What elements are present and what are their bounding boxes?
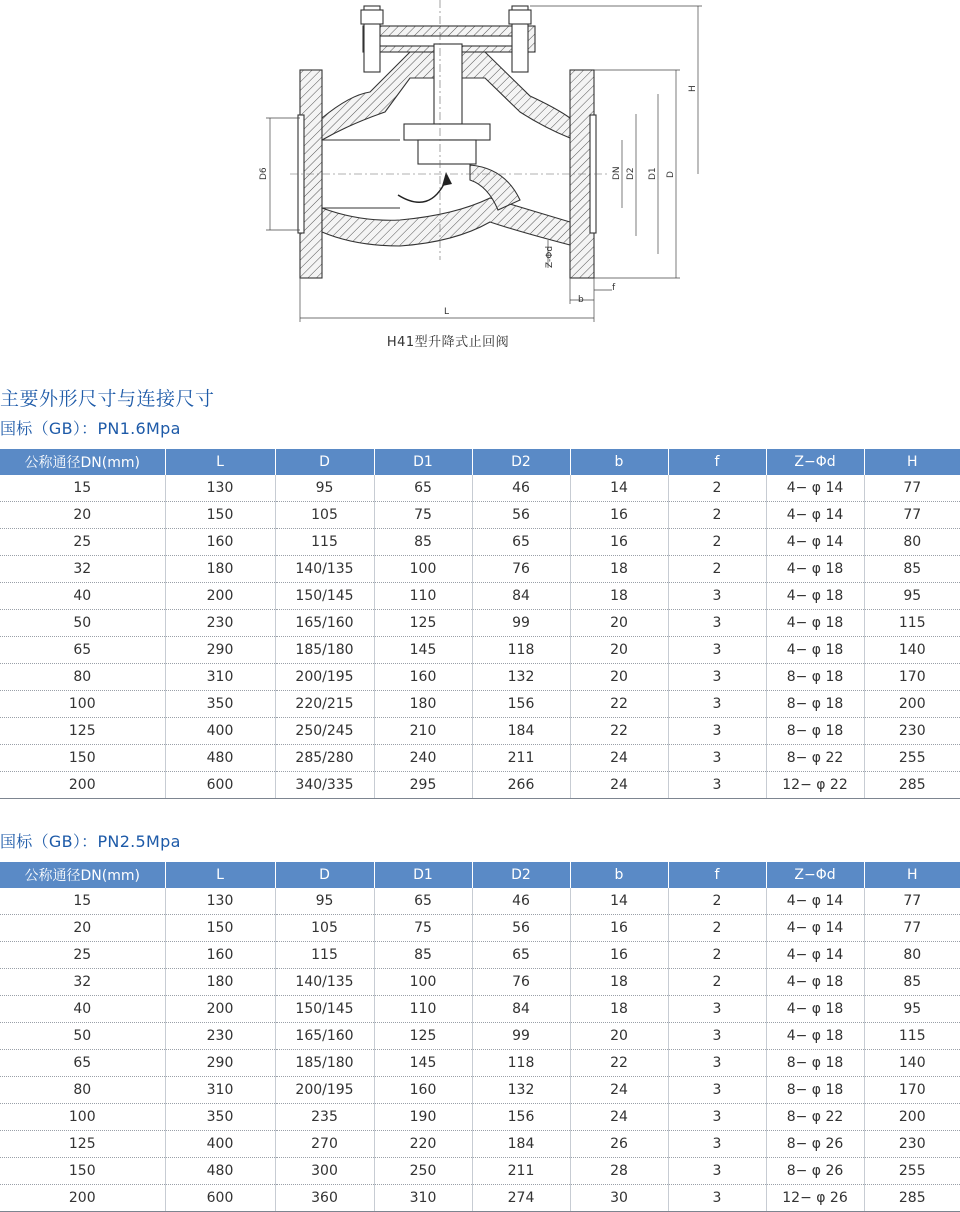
column-header: Z−Φd (766, 862, 864, 888)
column-header: 公称通径DN(mm) (0, 862, 165, 888)
table-cell: 110 (374, 996, 472, 1023)
table-cell: 20 (570, 664, 668, 691)
dim-label-b: b (578, 295, 584, 305)
table-cell: 250/245 (275, 718, 374, 745)
table-cell: 84 (472, 996, 570, 1023)
table-cell: 180 (374, 691, 472, 718)
table-cell: 165/160 (275, 1023, 374, 1050)
table-cell: 255 (864, 1158, 960, 1185)
table-header-row (0, 449, 960, 475)
table-cell: 600 (165, 1185, 275, 1212)
table-cell: 220/215 (275, 691, 374, 718)
table-cell: 200 (165, 583, 275, 610)
table-cell: 77 (864, 888, 960, 915)
dim-label-d6: D6 (259, 167, 269, 180)
column-header: D1 (374, 449, 472, 475)
table-cell: 480 (165, 745, 275, 772)
table-cell: 4− φ 18 (766, 556, 864, 583)
table-cell: 3 (668, 1023, 766, 1050)
table-cell: 132 (472, 1077, 570, 1104)
table-cell: 200 (0, 772, 165, 799)
table-cell: 125 (374, 610, 472, 637)
table-cell: 132 (472, 664, 570, 691)
table-cell: 14 (570, 475, 668, 502)
table-cell: 20 (0, 502, 165, 529)
table-cell: 270 (275, 1131, 374, 1158)
table-cell: 140 (864, 637, 960, 664)
table-cell: 76 (472, 556, 570, 583)
column-header: D (275, 449, 374, 475)
table-header-row (0, 862, 960, 888)
table-2-title: 国标（GB）：PN2.5Mpa (0, 832, 181, 851)
table-cell: 125 (0, 1131, 165, 1158)
table-cell: 200/195 (275, 664, 374, 691)
table-cell: 100 (0, 691, 165, 718)
table-cell: 4− φ 18 (766, 969, 864, 996)
column-header: f (668, 862, 766, 888)
table-cell: 80 (0, 664, 165, 691)
table-cell: 4− φ 14 (766, 529, 864, 556)
table-cell: 3 (668, 772, 766, 799)
table-row (0, 583, 960, 610)
dim-label-d1: D1 (648, 167, 658, 180)
column-header: H (864, 449, 960, 475)
column-header: D2 (472, 449, 570, 475)
table-cell: 100 (0, 1104, 165, 1131)
table-cell: 310 (165, 664, 275, 691)
table-cell: 65 (374, 888, 472, 915)
table-cell: 180 (165, 556, 275, 583)
column-header: b (570, 449, 668, 475)
column-header: D1 (374, 862, 472, 888)
table-cell: 95 (275, 475, 374, 502)
table-cell: 480 (165, 1158, 275, 1185)
table-cell: 150/145 (275, 996, 374, 1023)
column-header: H (864, 862, 960, 888)
table-cell: 300 (275, 1158, 374, 1185)
table-cell: 8− φ 22 (766, 1104, 864, 1131)
table-cell: 25 (0, 942, 165, 969)
table-cell: 20 (570, 1023, 668, 1050)
table-cell: 150 (165, 502, 275, 529)
table-cell: 250 (374, 1158, 472, 1185)
table-cell: 285 (864, 1185, 960, 1212)
table-cell: 20 (570, 637, 668, 664)
table-cell: 200 (864, 691, 960, 718)
table-row (0, 1023, 960, 1050)
table-cell: 340/335 (275, 772, 374, 799)
table-row (0, 502, 960, 529)
table-cell: 28 (570, 1158, 668, 1185)
dimension-table-pn25 (0, 862, 960, 1212)
table-row (0, 772, 960, 799)
table-cell: 8− φ 26 (766, 1131, 864, 1158)
table-cell: 3 (668, 691, 766, 718)
table-cell: 40 (0, 583, 165, 610)
dim-label-d2: D2 (626, 167, 636, 180)
table-cell: 160 (165, 529, 275, 556)
table-cell: 140/135 (275, 556, 374, 583)
table-cell: 65 (0, 1050, 165, 1077)
table-cell: 200 (0, 1185, 165, 1212)
table-cell: 140 (864, 1050, 960, 1077)
table-cell: 160 (374, 1077, 472, 1104)
table-cell: 22 (570, 718, 668, 745)
table-cell: 230 (864, 1131, 960, 1158)
valve-disc (404, 124, 490, 140)
dim-label-d: D (666, 171, 676, 178)
valve-stem (434, 44, 462, 124)
table-cell: 350 (165, 691, 275, 718)
table-cell: 130 (165, 475, 275, 502)
table-cell: 8− φ 18 (766, 664, 864, 691)
table-cell: 3 (668, 610, 766, 637)
table-cell: 24 (570, 1104, 668, 1131)
table-cell: 22 (570, 691, 668, 718)
table-cell: 3 (668, 1077, 766, 1104)
table-cell: 150 (165, 915, 275, 942)
table-row (0, 1158, 960, 1185)
table-cell: 4− φ 18 (766, 1023, 864, 1050)
table-cell: 2 (668, 529, 766, 556)
table-cell: 85 (374, 942, 472, 969)
table-cell: 65 (374, 475, 472, 502)
table-cell: 210 (374, 718, 472, 745)
table-cell: 8− φ 22 (766, 745, 864, 772)
table-cell: 16 (570, 915, 668, 942)
dim-label-h: H (688, 85, 698, 92)
table-cell: 16 (570, 529, 668, 556)
table-cell: 3 (668, 583, 766, 610)
table-cell: 285 (864, 772, 960, 799)
table-cell: 125 (0, 718, 165, 745)
section-title: 主要外形尺寸与连接尺寸 (0, 388, 215, 410)
table-cell: 230 (165, 1023, 275, 1050)
table-cell: 56 (472, 502, 570, 529)
table-cell: 85 (374, 529, 472, 556)
table-1-title: 国标（GB）：PN1.6Mpa (0, 419, 181, 438)
table-cell: 200/195 (275, 1077, 374, 1104)
table-cell: 295 (374, 772, 472, 799)
table-cell: 12− φ 22 (766, 772, 864, 799)
table-cell: 130 (165, 888, 275, 915)
table-cell: 150/145 (275, 583, 374, 610)
table-cell: 266 (472, 772, 570, 799)
table-cell: 211 (472, 1158, 570, 1185)
table-cell: 165/160 (275, 610, 374, 637)
table-cell: 80 (864, 942, 960, 969)
column-header: Z−Φd (766, 449, 864, 475)
table-cell: 145 (374, 1050, 472, 1077)
table-cell: 75 (374, 502, 472, 529)
table-cell: 3 (668, 1158, 766, 1185)
table-cell: 26 (570, 1131, 668, 1158)
table-row (0, 1104, 960, 1131)
table-cell: 160 (165, 942, 275, 969)
table-row (0, 996, 960, 1023)
table-cell: 115 (275, 529, 374, 556)
table-row (0, 637, 960, 664)
table-cell: 80 (0, 1077, 165, 1104)
table-cell: 4− φ 18 (766, 610, 864, 637)
table-cell: 4− φ 18 (766, 637, 864, 664)
table-cell: 14 (570, 888, 668, 915)
table-cell: 56 (472, 915, 570, 942)
table-row (0, 745, 960, 772)
column-header: D (275, 862, 374, 888)
table-cell: 360 (275, 1185, 374, 1212)
table-row (0, 664, 960, 691)
table-cell: 118 (472, 1050, 570, 1077)
table-cell: 220 (374, 1131, 472, 1158)
table-cell: 255 (864, 745, 960, 772)
table-cell: 8− φ 18 (766, 691, 864, 718)
table-cell: 3 (668, 1050, 766, 1077)
table-cell: 4− φ 14 (766, 502, 864, 529)
table-cell: 230 (864, 718, 960, 745)
table-cell: 235 (275, 1104, 374, 1131)
column-header: b (570, 862, 668, 888)
table-cell: 8− φ 18 (766, 1077, 864, 1104)
table-cell: 18 (570, 996, 668, 1023)
table-cell: 3 (668, 637, 766, 664)
table-cell: 16 (570, 502, 668, 529)
table-cell: 2 (668, 915, 766, 942)
dim-label-l: L (444, 307, 450, 317)
table-cell: 25 (0, 529, 165, 556)
table-cell: 3 (668, 664, 766, 691)
table-cell: 115 (864, 1023, 960, 1050)
table-cell: 80 (864, 529, 960, 556)
table-cell: 3 (668, 1185, 766, 1212)
table-cell: 184 (472, 718, 570, 745)
table-cell: 18 (570, 969, 668, 996)
table-row (0, 475, 960, 502)
table-cell: 200 (864, 1104, 960, 1131)
table-cell: 160 (374, 664, 472, 691)
table-cell: 95 (864, 583, 960, 610)
table-cell: 46 (472, 888, 570, 915)
table-cell: 110 (374, 583, 472, 610)
table-cell: 30 (570, 1185, 668, 1212)
table-cell: 22 (570, 1050, 668, 1077)
table-cell: 200 (165, 996, 275, 1023)
table-cell: 290 (165, 637, 275, 664)
table-cell: 4− φ 18 (766, 996, 864, 1023)
table-row (0, 888, 960, 915)
table-cell: 20 (570, 610, 668, 637)
table-cell: 18 (570, 583, 668, 610)
column-header: 公称通径DN(mm) (0, 449, 165, 475)
table-row (0, 529, 960, 556)
table-cell: 46 (472, 475, 570, 502)
table-cell: 15 (0, 888, 165, 915)
dim-label-f: f (612, 283, 616, 293)
table-cell: 2 (668, 556, 766, 583)
table-cell: 100 (374, 969, 472, 996)
table-cell: 99 (472, 610, 570, 637)
table-cell: 40 (0, 996, 165, 1023)
table-cell: 2 (668, 475, 766, 502)
table-cell: 3 (668, 996, 766, 1023)
table-cell: 2 (668, 969, 766, 996)
table-cell: 170 (864, 664, 960, 691)
table-cell: 77 (864, 475, 960, 502)
table-cell: 105 (275, 502, 374, 529)
body-lower-wall (322, 198, 570, 246)
table-cell: 4− φ 14 (766, 888, 864, 915)
table-cell: 100 (374, 556, 472, 583)
table-cell: 185/180 (275, 1050, 374, 1077)
table-cell: 95 (864, 996, 960, 1023)
table-row (0, 1185, 960, 1212)
table-cell: 240 (374, 745, 472, 772)
valve-drawing (0, 0, 960, 355)
table-cell: 50 (0, 610, 165, 637)
table-cell: 85 (864, 556, 960, 583)
table-row (0, 1131, 960, 1158)
table-row (0, 942, 960, 969)
table-row (0, 1077, 960, 1104)
table-cell: 24 (570, 1077, 668, 1104)
table-cell: 50 (0, 1023, 165, 1050)
table-cell: 24 (570, 745, 668, 772)
table-cell: 140/135 (275, 969, 374, 996)
table-cell: 156 (472, 691, 570, 718)
table-cell: 32 (0, 969, 165, 996)
table-cell: 18 (570, 556, 668, 583)
table-cell: 65 (0, 637, 165, 664)
table-cell: 211 (472, 745, 570, 772)
table-cell: 310 (165, 1077, 275, 1104)
table-cell: 4− φ 14 (766, 915, 864, 942)
table-cell: 4− φ 14 (766, 475, 864, 502)
table-cell: 77 (864, 915, 960, 942)
table-row (0, 610, 960, 637)
table-cell: 115 (275, 942, 374, 969)
table-cell: 118 (472, 637, 570, 664)
table-cell: 65 (472, 529, 570, 556)
column-header: L (165, 862, 275, 888)
table-row (0, 915, 960, 942)
table-row (0, 691, 960, 718)
table-cell: 105 (275, 915, 374, 942)
table-cell: 95 (275, 888, 374, 915)
dimension-table-pn16 (0, 449, 960, 799)
table-row (0, 969, 960, 996)
table-row (0, 718, 960, 745)
table-cell: 8− φ 18 (766, 1050, 864, 1077)
table-cell: 16 (570, 942, 668, 969)
table-cell: 115 (864, 610, 960, 637)
table-cell: 290 (165, 1050, 275, 1077)
table-cell: 85 (864, 969, 960, 996)
table-cell: 3 (668, 1104, 766, 1131)
table-cell: 20 (0, 915, 165, 942)
table-cell: 4− φ 18 (766, 583, 864, 610)
table-cell: 3 (668, 745, 766, 772)
table-cell: 99 (472, 1023, 570, 1050)
table-cell: 185/180 (275, 637, 374, 664)
table-cell: 65 (472, 942, 570, 969)
table-cell: 76 (472, 969, 570, 996)
table-cell: 310 (374, 1185, 472, 1212)
table-cell: 145 (374, 637, 472, 664)
table-cell: 8− φ 26 (766, 1158, 864, 1185)
table-cell: 32 (0, 556, 165, 583)
table-cell: 125 (374, 1023, 472, 1050)
table-cell: 8− φ 18 (766, 718, 864, 745)
dim-label-z-phid: Z-Φd (545, 245, 555, 268)
table-cell: 230 (165, 610, 275, 637)
drawing-caption: H41型升降式止回阀 (386, 335, 510, 350)
column-header: f (668, 449, 766, 475)
table-cell: 75 (374, 915, 472, 942)
table-cell: 77 (864, 502, 960, 529)
table-cell: 150 (0, 745, 165, 772)
table-cell: 285/280 (275, 745, 374, 772)
table-cell: 4− φ 14 (766, 942, 864, 969)
table-cell: 350 (165, 1104, 275, 1131)
table-row (0, 556, 960, 583)
table-cell: 12− φ 26 (766, 1185, 864, 1212)
table-row (0, 1050, 960, 1077)
table-cell: 274 (472, 1185, 570, 1212)
table-cell: 3 (668, 1131, 766, 1158)
table-cell: 24 (570, 772, 668, 799)
table-cell: 3 (668, 718, 766, 745)
column-header: L (165, 449, 275, 475)
table-cell: 184 (472, 1131, 570, 1158)
table-cell: 190 (374, 1104, 472, 1131)
table-cell: 2 (668, 942, 766, 969)
table-cell: 170 (864, 1077, 960, 1104)
column-header: D2 (472, 862, 570, 888)
dim-label-dn: DN (612, 166, 622, 180)
valve-cross-section-svg (0, 0, 960, 355)
table-cell: 600 (165, 772, 275, 799)
table-cell: 156 (472, 1104, 570, 1131)
flow-arrow (398, 180, 446, 202)
table-cell: 400 (165, 1131, 275, 1158)
table-cell: 15 (0, 475, 165, 502)
table-cell: 2 (668, 502, 766, 529)
table-cell: 180 (165, 969, 275, 996)
table-cell: 400 (165, 718, 275, 745)
table-cell: 150 (0, 1158, 165, 1185)
table-cell: 84 (472, 583, 570, 610)
table-cell: 2 (668, 888, 766, 915)
